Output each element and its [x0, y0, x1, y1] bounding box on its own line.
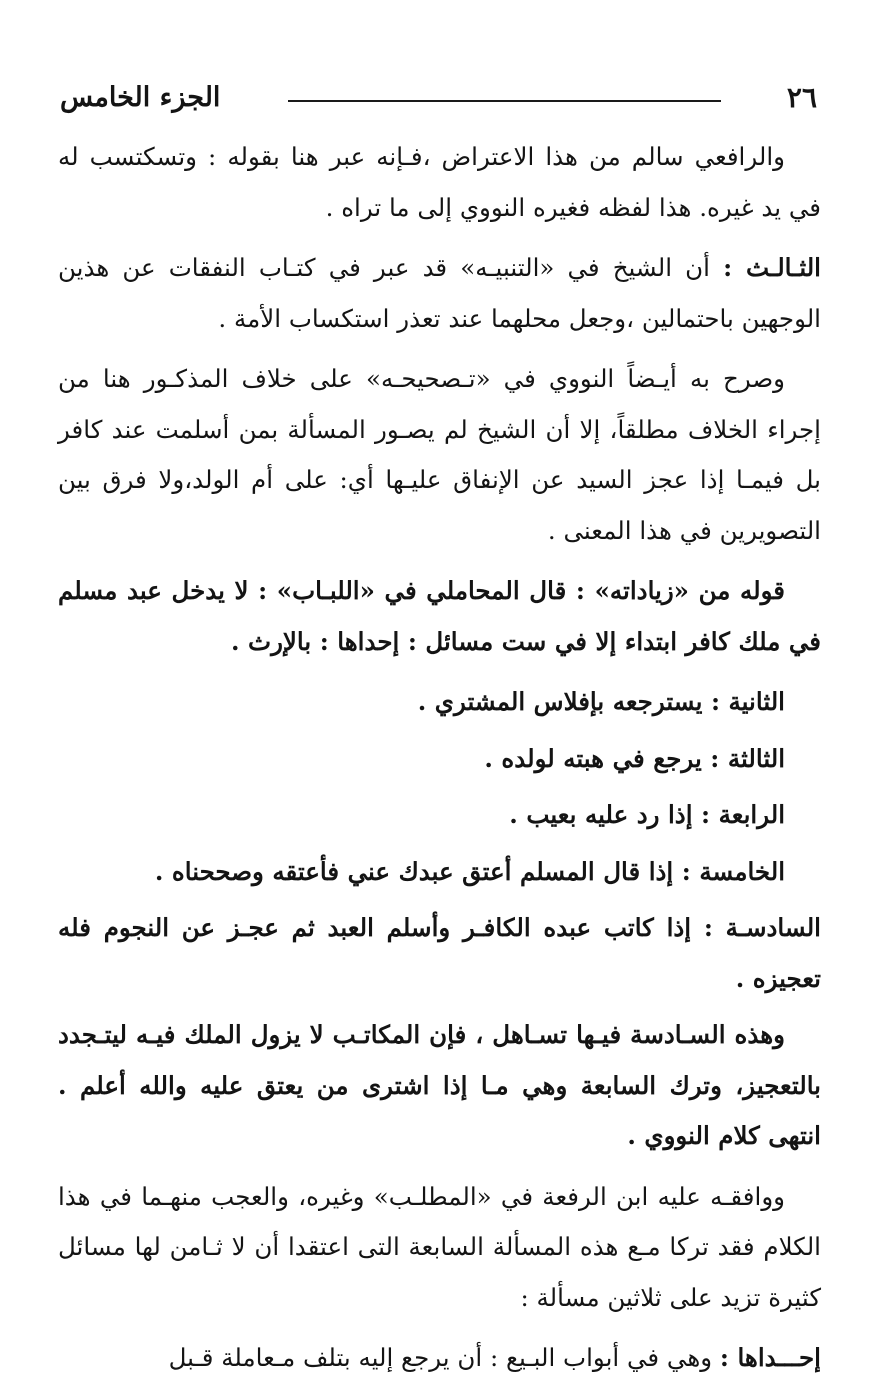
paragraph — [58, 1172, 821, 1324]
paragraph-text: وهي في أبواب البـيع : أن يرجع إليه بتلف مـعاملة قـبل — [168, 1343, 720, 1372]
paragraph-text: وصرح به أيـضاً النووي في «تـصحيحـه» على خلاف المذكـور هنا من إجراء الخلاف مطلقاً، إلا أن الشيخ لم يصـور المسألة بمن أسلمت عند كافر بل فيمـا إذا عجز السيد عن الإنفاق عليـها أي: على أم الولد،ولا فرق بين التصويرين في هذا المعنى . — [58, 364, 821, 545]
list-item — [58, 790, 821, 841]
body-text — [58, 132, 821, 1394]
paragraph-text: الثالثة : يرجع في هبته لولده . — [484, 743, 785, 773]
paragraph-text: السادسـة : إذا كاتب عبده الكافـر وأسلم العبد ثم عجـز عن النجوم فله تعجيزه . — [58, 913, 821, 993]
list-item — [58, 903, 821, 1004]
paragraph-text: الثانية : يسترجعه بإفلاس المشتري . — [417, 687, 785, 716]
paragraph — [58, 132, 821, 233]
list-item — [58, 847, 821, 898]
paragraph — [58, 1010, 821, 1162]
running-title: الجزء الخامس — [60, 82, 221, 113]
page-header — [58, 72, 821, 122]
page-number: ٢٦ — [786, 81, 817, 114]
paragraph-text: والرافعي سالم من هذا الاعتراض ،فـإنه عبر هنا بقوله : وتسكتسب له في يد غيره. هذا لفظه فغيره النووي إلى ما تراه . — [58, 142, 821, 222]
paragraph-text: الرابعة : إذا رد عليه بعيب . — [509, 800, 785, 829]
paragraph — [58, 354, 821, 556]
paragraph — [58, 243, 821, 344]
paragraph-text: قوله من «زياداته» : قال المحاملي في «اللبـاب» : لا يدخل عبد مسلم في ملك كافر ابتداء إلا في ست مسائل : إحداها : بالإرث . — [58, 576, 821, 656]
paragraph-text: أن الشيخ في «التنبيـه» قد عبر في كتـاب النفقات عن هذين الوجهين باحتمالين ،وجعل محلهما عند تعذر استكساب الأمة . — [58, 253, 821, 333]
header-rule — [288, 100, 721, 102]
paragraph-label: إحـــداها : — [719, 1343, 821, 1372]
list-item — [58, 734, 821, 785]
paragraph-text: ووافقـه عليه ابن الرفعة في «المطلـب» وغيره، والعجب منهـما في هذا الكلام فقد تركا مـع هذه المسألة السابعة التى اعتقدا أن لا ثـامن لها مسائل كثيرة تزيد على ثلاثين مسألة : — [58, 1181, 821, 1312]
paragraph-label: الثـالـث : — [723, 253, 821, 282]
paragraph — [58, 1333, 821, 1384]
paragraph — [58, 566, 821, 667]
list-item — [58, 677, 821, 728]
paragraph-text: الخامسة : إذا قال المسلم أعتق عبدك عني فأعتقه وصححناه . — [154, 856, 785, 886]
paragraph-text: وهذه السـادسة فيـها تسـاهل ، فإن المكاتـب لا يزول الملك فيـه ليتـجدد بالتعجيز، وترك السابعة وهي مـا إذا اشترى من يعتق عليه والله أعلم . انتهى كلام النووي . — [58, 1020, 821, 1150]
